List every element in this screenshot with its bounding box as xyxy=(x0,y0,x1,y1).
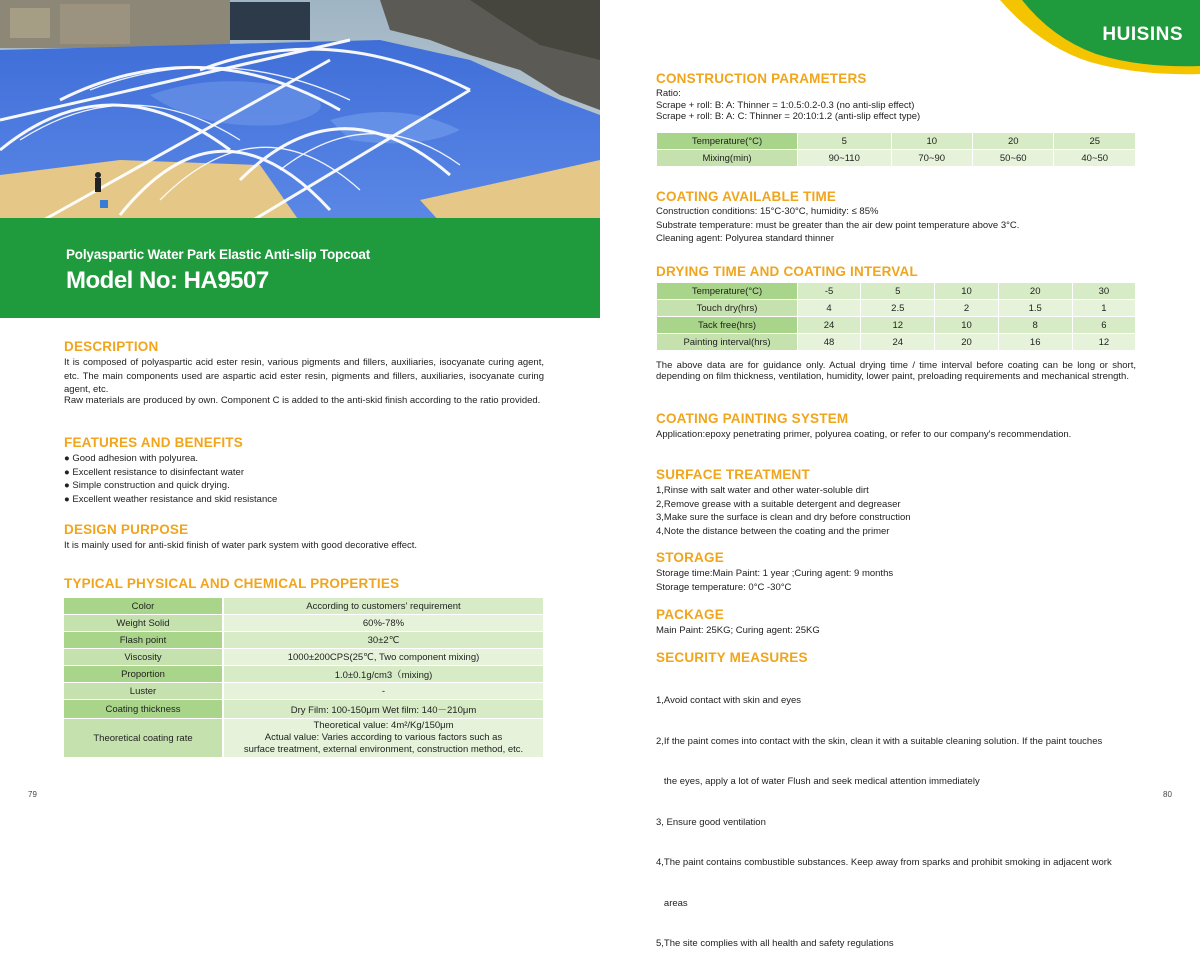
property-key: Proportion xyxy=(64,666,222,682)
storage-line: Storage temperature: 0°C -30°C xyxy=(656,581,792,593)
product-subtitle: Polyaspartic Water Park Elastic Anti-slip Topcoat xyxy=(66,247,371,262)
properties-table xyxy=(64,597,543,758)
features-list xyxy=(64,452,544,506)
table-cell: 1.5 xyxy=(999,300,1072,316)
coverage-line: Theoretical value: 4m²/Kg/150μm xyxy=(313,720,454,731)
table-row xyxy=(64,683,543,699)
surface-item: 1,Rinse with salt water and other water-soluble dirt xyxy=(656,485,869,496)
drying-heading: DRYING TIME AND COATING INTERVAL xyxy=(656,264,918,279)
painting-system-text: Application:epoxy penetrating primer, polyurea coating, or refer to our company's recommendation. xyxy=(656,429,1072,440)
table-cell: 2 xyxy=(935,300,997,316)
table-row xyxy=(657,133,1135,149)
property-value: 60%-78% xyxy=(222,615,543,631)
description-para-2: Raw materials are produced by own. Component C is added to the anti-skid finish according to the ratio provided. xyxy=(64,395,541,406)
table-cell: 6 xyxy=(1073,317,1135,333)
property-key: Theoretical coating rate xyxy=(64,719,222,757)
storage-line: Storage time:Main Paint: 1 year ;Curing agent: 9 months xyxy=(656,568,894,579)
features-heading: FEATURES AND BENEFITS xyxy=(64,435,243,450)
row-label: Mixing(min) xyxy=(657,150,797,166)
logo-text: HUISINS xyxy=(1102,24,1183,45)
coating-time-line: Cleaning agent: Polyurea standard thinner xyxy=(656,233,834,244)
page-number-left: 79 xyxy=(28,790,37,799)
table-row xyxy=(64,615,543,631)
row-label: Temperature(°C) xyxy=(657,283,797,299)
feature-item: ● Excellent resistance to disinfectant water xyxy=(64,466,244,478)
construction-line: Scrape + roll: B: A: Thinner = 1:0.5:0.2-0.3 (no anti-slip effect) xyxy=(656,99,915,111)
construction-heading: CONSTRUCTION PARAMETERS xyxy=(656,71,867,86)
property-value: According to customers' requirement xyxy=(222,598,543,614)
table-cell: 2.5 xyxy=(861,300,934,316)
security-heading: SECURITY MEASURES xyxy=(656,650,808,665)
table-cell: 8 xyxy=(999,317,1072,333)
property-value: Dry Film: 100-150μm Wet film: 140－210μm xyxy=(222,700,543,718)
properties-heading: TYPICAL PHYSICAL AND CHEMICAL PROPERTIES xyxy=(64,576,400,591)
table-row xyxy=(657,300,1135,316)
coating-time-line: Construction conditions: 15°C-30°C, humidity: ≤ 85% xyxy=(656,206,879,217)
property-key: Luster xyxy=(64,683,222,699)
property-value xyxy=(222,719,543,757)
property-key: Color xyxy=(64,598,222,614)
table-cell: 5 xyxy=(861,283,934,299)
table-cell: 20 xyxy=(973,133,1053,149)
table-cell: 24 xyxy=(861,334,934,350)
table-row xyxy=(657,317,1135,333)
feature-item: ● Excellent weather resistance and skid resistance xyxy=(64,493,278,505)
table-cell: 16 xyxy=(999,334,1072,350)
table-cell: 20 xyxy=(935,334,997,350)
table-cell: 10 xyxy=(935,317,997,333)
design-text: It is mainly used for anti-skid finish of water park system with good decorative effect. xyxy=(64,540,418,551)
table-cell: 30 xyxy=(1073,283,1135,299)
storage-text xyxy=(656,567,1136,594)
product-banner xyxy=(0,218,600,318)
description-para-1: It is composed of polyaspartic acid ester resin, various pigments and fillers, auxiliaries, isocyanate curing agent, etc. The main components used are aspartic acid ester resin, pigments and fillers, auxiliaries, isocyanate curing agent, etc. xyxy=(64,357,544,395)
table-cell: 5 xyxy=(798,133,891,149)
construction-line: Ratio: xyxy=(656,88,681,99)
property-value: 1000±200CPS(25℃, Two component mixing) xyxy=(222,649,543,665)
security-item: 4,The paint contains combustible substances. Keep away from sparks and prohibit smoking in adjacent work xyxy=(656,857,1112,868)
table-row xyxy=(657,150,1135,166)
property-value: - xyxy=(222,683,543,699)
painting-system-heading: COATING PAINTING SYSTEM xyxy=(656,411,849,426)
package-text: Main Paint: 25KG; Curing agent: 25KG xyxy=(656,625,820,636)
coating-time-text xyxy=(656,205,1136,246)
surface-heading: SURFACE TREATMENT xyxy=(656,467,810,482)
table-cell: 12 xyxy=(861,317,934,333)
row-label: Painting interval(hrs) xyxy=(657,334,797,350)
feature-item: ● Good adhesion with polyurea. xyxy=(64,453,199,464)
table-cell: 1 xyxy=(1073,300,1135,316)
property-value: 30±2℃ xyxy=(222,632,543,648)
drying-note: The above data are for guidance only. Actual drying time / time interval before coating can be long or short, depending on film thickness, ventilation, humidity, lower paint, preloading requirements and mechanical strength. xyxy=(656,360,1136,382)
table-cell: -5 xyxy=(798,283,860,299)
security-item: areas xyxy=(656,897,688,909)
property-value: 1.0±0.1g/cm3（mixing) xyxy=(222,666,543,682)
storage-heading: STORAGE xyxy=(656,550,724,565)
table-row xyxy=(657,334,1135,350)
table-cell: 40~50 xyxy=(1054,150,1135,166)
row-label: Touch dry(hrs) xyxy=(657,300,797,316)
table-cell: 50~60 xyxy=(973,150,1053,166)
surface-item: 4,Note the distance between the coating and the primer xyxy=(656,525,890,537)
security-item: 5,The site complies with all health and safety regulations xyxy=(656,938,894,949)
table-cell: 10 xyxy=(892,133,972,149)
coating-time-line: Substrate temperature: must be greater than the air dew point temperature above 3°C. xyxy=(656,219,1020,231)
table-row xyxy=(64,649,543,665)
table-cell: 90~110 xyxy=(798,150,891,166)
security-item: the eyes, apply a lot of water Flush and seek medical attention immediately xyxy=(656,776,980,787)
table-cell: 24 xyxy=(798,317,860,333)
table-cell: 10 xyxy=(935,283,997,299)
drying-table xyxy=(656,282,1136,351)
feature-item: ● Simple construction and quick drying. xyxy=(64,480,230,491)
property-key: Flash point xyxy=(64,632,222,648)
surface-item: 2,Remove grease with a suitable detergent and degreaser xyxy=(656,498,901,510)
table-row xyxy=(64,719,543,757)
security-item: 1,Avoid contact with skin and eyes xyxy=(656,695,802,706)
page-number-right: 80 xyxy=(1163,790,1172,799)
table-row xyxy=(64,632,543,648)
table-row xyxy=(64,598,543,614)
table-cell: 20 xyxy=(999,283,1072,299)
property-key: Viscosity xyxy=(64,649,222,665)
package-heading: PACKAGE xyxy=(656,607,724,622)
property-key: Weight Solid xyxy=(64,615,222,631)
brand-logo xyxy=(1000,0,1200,74)
table-cell: 70~90 xyxy=(892,150,972,166)
table-row xyxy=(657,283,1135,299)
property-key: Coating thickness xyxy=(64,700,222,718)
surface-item: 3,Make sure the surface is clean and dry before construction xyxy=(656,512,911,523)
surface-list xyxy=(656,484,1136,538)
table-cell: 25 xyxy=(1054,133,1135,149)
security-list xyxy=(656,667,1146,964)
description-heading: DESCRIPTION xyxy=(64,339,159,354)
model-number: Model No: HA9507 xyxy=(66,267,269,294)
row-label: Temperature(°C) xyxy=(657,133,797,149)
security-item: 2,If the paint comes into contact with the skin, clean it with a suitable cleaning solution. If the paint touches xyxy=(656,735,1103,747)
mixing-table xyxy=(656,132,1136,167)
table-cell: 12 xyxy=(1073,334,1135,350)
coverage-line: surface treatment, external environment, construction method, etc. xyxy=(243,744,524,755)
construction-text xyxy=(656,88,1136,123)
table-cell: 4 xyxy=(798,300,860,316)
table-cell: 48 xyxy=(798,334,860,350)
coating-time-heading: COATING AVAILABLE TIME xyxy=(656,189,837,204)
row-label: Tack free(hrs) xyxy=(657,317,797,333)
coverage-line: Actual value: Varies according to various factors such as xyxy=(264,732,503,743)
table-row xyxy=(64,700,543,718)
water-park-photo xyxy=(0,0,600,222)
table-row xyxy=(64,666,543,682)
design-heading: DESIGN PURPOSE xyxy=(64,522,189,537)
construction-line: Scrape + roll: B: A: C: Thinner = 20:10:1.2 (anti-slip effect type) xyxy=(656,111,921,122)
security-item: 3, Ensure good ventilation xyxy=(656,816,766,828)
